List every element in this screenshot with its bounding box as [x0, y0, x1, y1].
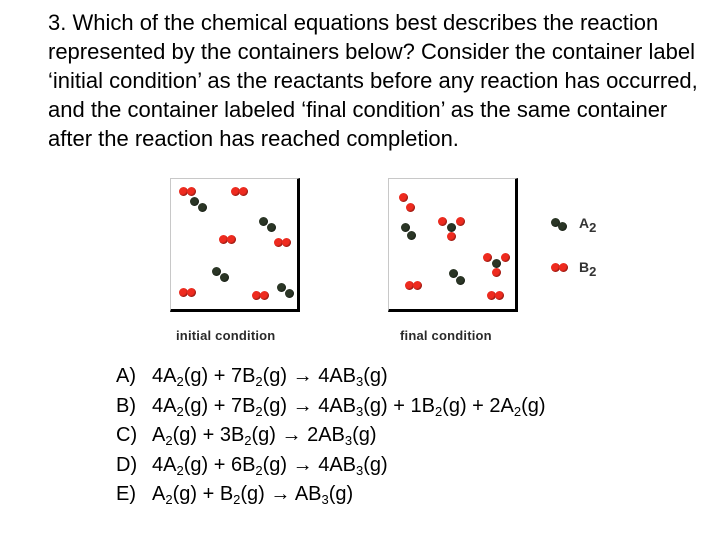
a-atom — [407, 231, 416, 240]
answer-letter: C) — [116, 424, 138, 446]
legend-b2-label: $B_2$ — [579, 259, 597, 279]
a-atom — [198, 203, 207, 212]
a-atom — [447, 223, 456, 232]
b-atom — [447, 232, 456, 241]
answer-choice[interactable] — [116, 480, 546, 510]
a-atom — [220, 273, 229, 282]
b-atom — [501, 253, 510, 262]
answer-equation: $A_2(g) + 3B_2(g) \to 2AB_3(g)$ — [152, 424, 377, 448]
b-atom — [483, 253, 492, 262]
b-atom — [495, 291, 504, 300]
question-text: 3. Which of the chemical equations best describes the reaction represented by the containers below? Consider the container label ‘initial condition’ as the reactants before any reaction has occurred, and the container labeled ‘final condition’ as the same container after the reaction has reached completion. — [48, 10, 698, 151]
b-atom — [492, 268, 501, 277]
final-condition-label: final condition — [400, 328, 492, 343]
b-atom — [227, 235, 236, 244]
legend-a2-label: $A_2$ — [579, 215, 597, 235]
answer-choice[interactable] — [116, 451, 546, 481]
answer-letter: B) — [116, 394, 136, 417]
b-atom — [456, 217, 465, 226]
a-atom — [492, 259, 501, 268]
answer-equation: $4A_2(g) + 7B_2(g) \to 4AB_3(g)$ — [152, 365, 388, 389]
initial-container — [170, 178, 300, 312]
b-atom — [187, 187, 196, 196]
b-atom — [399, 193, 408, 202]
a-atom — [267, 223, 276, 232]
b-atom — [260, 291, 269, 300]
containers-figure — [166, 178, 626, 348]
b-atom — [438, 217, 447, 226]
final-container — [388, 178, 518, 312]
a-atom — [456, 276, 465, 285]
answer-equation: $4A_2(g) + 7B_2(g) \to 4AB_3(g) + 1B_2(g) + 2A_2(g)$ — [152, 394, 546, 419]
b-atom — [239, 187, 248, 196]
b-atom — [406, 203, 415, 212]
answer-letter: D) — [116, 453, 138, 476]
answer-equation: $4A_2(g) + 6B_2(g) \to 4AB_3(g)$ — [152, 453, 388, 478]
answer-equation: $A_2(g) + B_2(g) \to AB_3(g)$ — [152, 483, 354, 507]
initial-condition-label: initial condition — [176, 328, 276, 343]
answer-letter: A) — [116, 365, 136, 387]
b-atom — [413, 281, 422, 290]
answer-choice[interactable] — [116, 362, 546, 392]
answer-choice[interactable] — [116, 392, 546, 422]
answer-choice[interactable] — [116, 421, 546, 451]
answer-choices — [116, 362, 546, 510]
b-atom — [187, 288, 196, 297]
answer-letter: E) — [116, 483, 136, 505]
a-atom — [285, 289, 294, 298]
b-atom — [282, 238, 291, 247]
